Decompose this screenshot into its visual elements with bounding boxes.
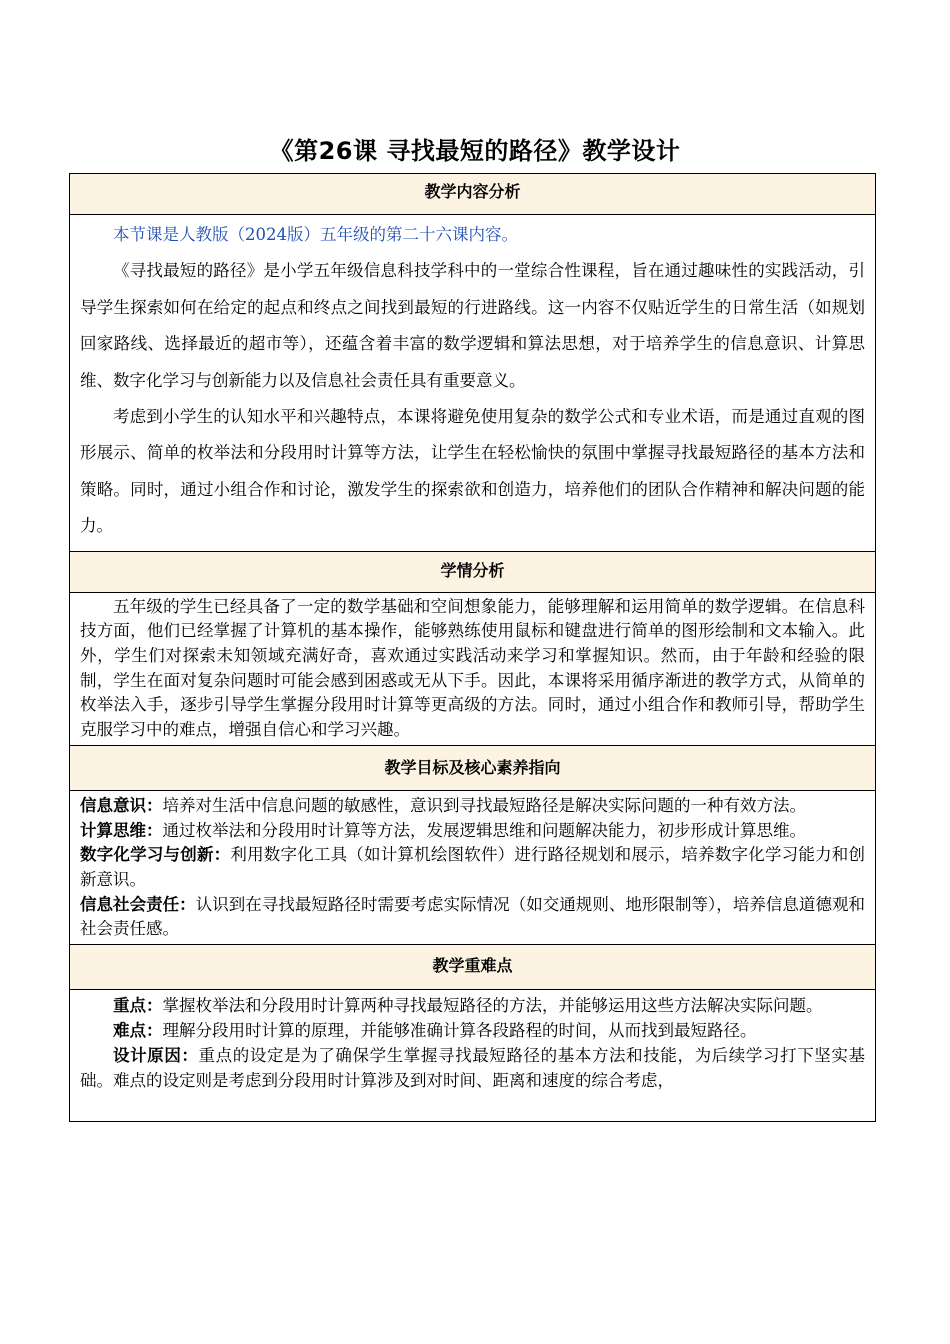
objective-item [80, 794, 865, 819]
section-heading: 教学重难点 [432, 956, 513, 976]
section-header-content-analysis [70, 174, 876, 215]
paragraph: 考虑到小学生的认知水平和兴趣特点，本课将避免使用复杂的数学公式和专业术语，而是通过直观的图形展示、简单的枚举法和分段用时计算等方法，让学生在轻松愉快的氛围中掌握寻找最短路径的基本方法和策略。同时，通过小组合作和讨论，激发学生的探索欲和创造力，培养他们的团队合作精神和解决问题的能力。 [80, 407, 865, 536]
objective-text: 利用数字化工具（如计算机绘图软件）进行路径规划和展示，培养数字化学习能力和创新意识。 [80, 845, 866, 889]
lesson-plan-table [69, 173, 876, 1122]
section-header-objectives [70, 745, 876, 790]
key-point-text: 掌握枚举法和分段用时计算两种寻找最短路径的方法，并能够运用这些方法解决实际问题。 [162, 996, 823, 1016]
key-point-term: 难点： [113, 1021, 163, 1041]
objective-item [80, 893, 865, 942]
paragraph: 《寻找最短的路径》是小学五年级信息科技学科中的一堂综合性课程，旨在通过趣味性的实践活动，引导学生探索如何在给定的起点和终点之间找到最短的行进路线。这一内容不仅贴近学生的日常生活（如规划回家路线、选择最近的超市等），还蕴含着丰富的数学逻辑和算法思想，对于培养学生的信息意识、计算思维、数字化学习与创新能力以及信息社会责任具有重要意义。 [80, 261, 865, 390]
objective-term: 信息意识： [80, 795, 163, 815]
section-body-objectives [70, 790, 876, 944]
key-point-item [80, 993, 865, 1018]
key-point-item [80, 1018, 865, 1043]
objective-term: 信息社会责任： [80, 894, 196, 914]
section-header-key-points [70, 945, 876, 990]
key-point-term: 重点： [113, 996, 163, 1016]
objective-text: 认识到在寻找最短路径时需要考虑实际情况（如交通规则、地形限制等），培养信息道德观和社会责任感。 [80, 894, 866, 939]
section-heading: 教学目标及核心素养指向 [384, 757, 561, 777]
section-header-learner-analysis [70, 551, 876, 592]
objective-item [80, 843, 865, 892]
section-body-content-analysis [70, 215, 876, 552]
section-body-learner-analysis [70, 592, 876, 745]
objective-term: 数字化学习与创新： [80, 845, 231, 865]
section-body-key-points [70, 990, 876, 1122]
key-point-term: 设计原因： [113, 1046, 199, 1066]
objective-item [80, 819, 865, 844]
objective-text: 培养对生活中信息问题的敏感性，意识到寻找最短路径是解决实际问题的一种有效方法。 [162, 795, 806, 815]
section-heading: 教学内容分析 [424, 182, 521, 201]
key-point-text: 理解分段用时计算的原理，并能够准确计算各段路程的时间，从而找到最短路径。 [162, 1021, 757, 1041]
paragraph-intro: 本节课是人教版（2024版）五年级的第二十六课内容。 [113, 225, 518, 244]
document-title: 《第26课 寻找最短的路径》教学设计 [269, 137, 681, 165]
objective-text: 通过枚举法和分段用时计算等方法，发展逻辑思维和问题解决能力，初步形成计算思维。 [162, 820, 806, 840]
section-heading: 学情分析 [440, 560, 505, 580]
objective-term: 计算思维： [80, 820, 163, 840]
key-point-item [80, 1043, 865, 1093]
key-point-text: 重点的设定是为了确保学生掌握寻找最短路径的基本方法和技能，为后续学习打下坚实基础。难点的设定则是考虑到分段用时计算涉及到对时间、距离和速度的综合考虑， [80, 1046, 866, 1091]
paragraph: 五年级的学生已经具备了一定的数学基础和空间想象能力，能够理解和运用简单的数学逻辑。在信息科技方面，他们已经掌握了计算机的基本操作，能够熟练使用鼠标和键盘进行简单的图形绘制和文本输入。此外，学生们对探索未知领域充满好奇，喜欢通过实践活动来学习和掌握知识。然而，由于年龄和经验的限制，学生在面对复杂问题时可能会感到困惑或无从下手。因此，本课将采用循序渐进的教学方式，从简单的枚举法入手，逐步引导学生掌握分段用时计算等更高级的方法。同时，通过小组合作和教师引导，帮助学生克服学习中的难点，增强自信心和学习兴趣。 [80, 596, 865, 740]
